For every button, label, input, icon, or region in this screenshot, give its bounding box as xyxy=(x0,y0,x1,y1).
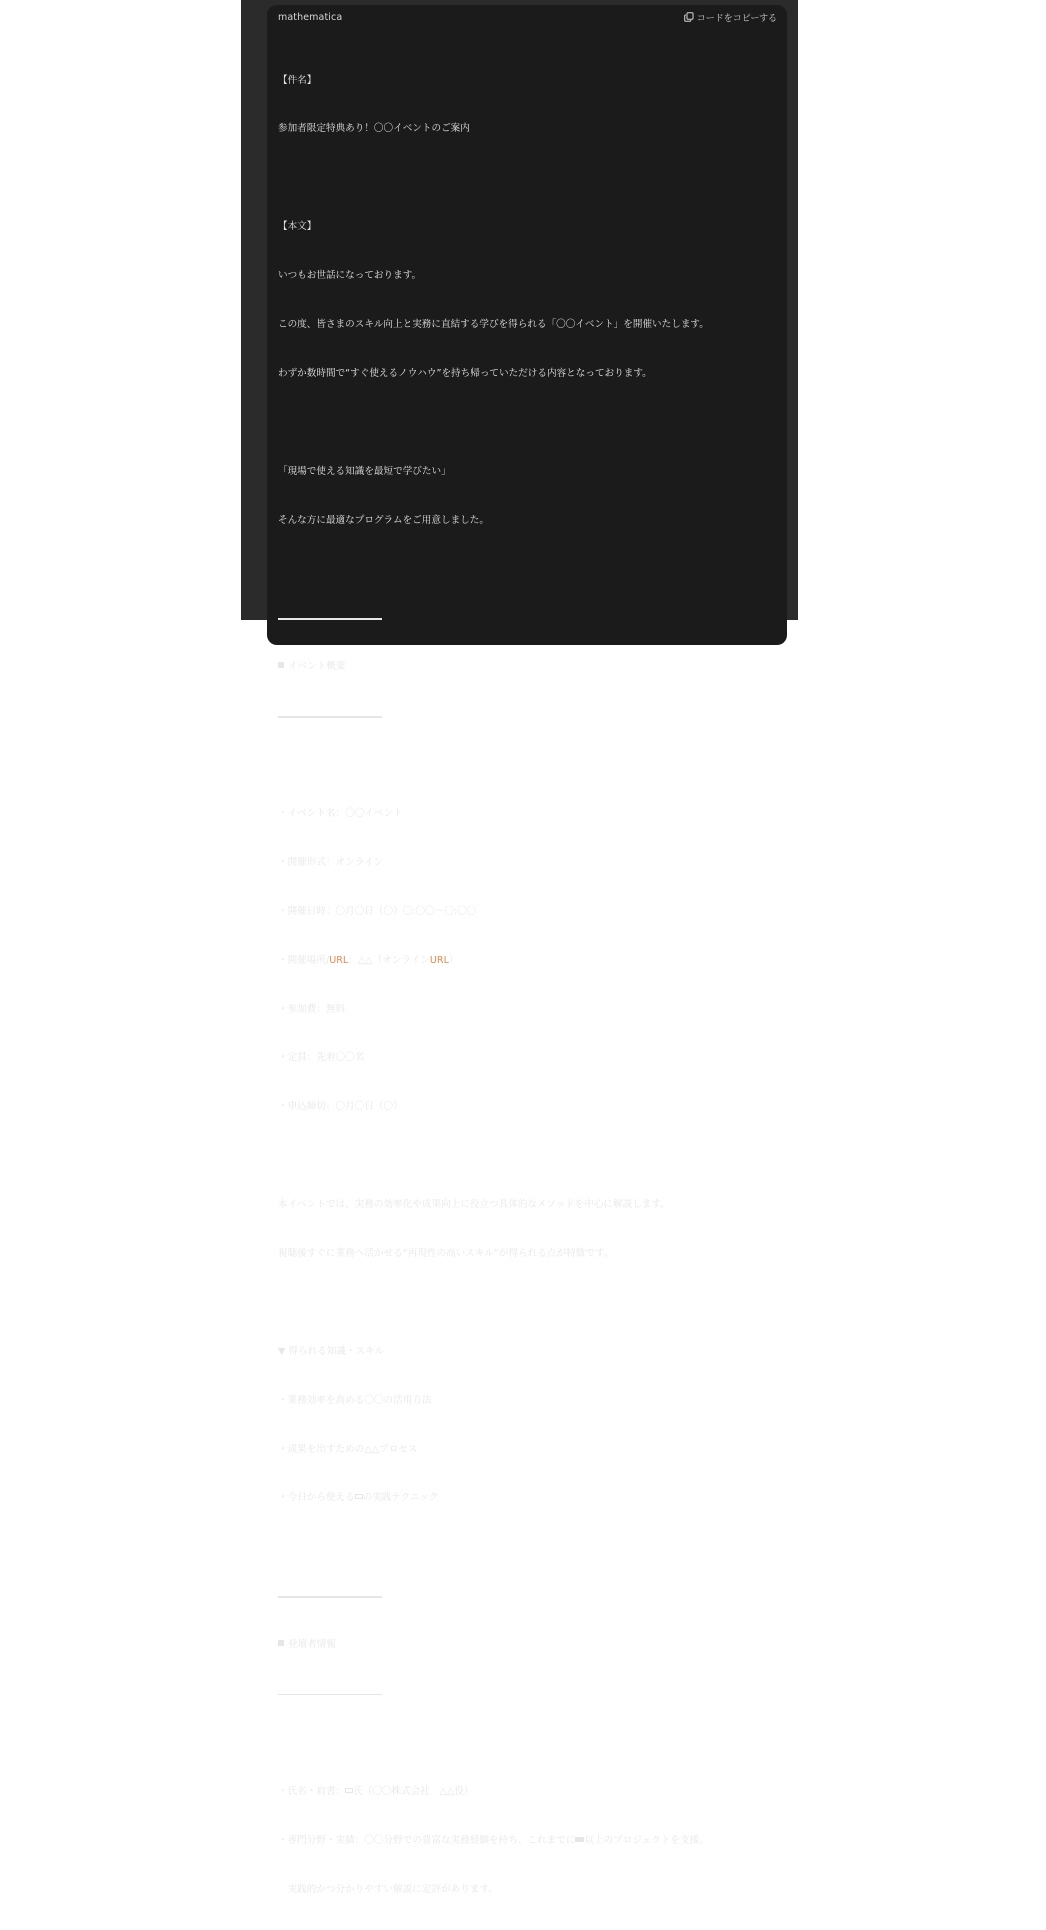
code-block xyxy=(267,5,787,1895)
intro-line-1: この度、皆さまのスキル向上と実務に直結する学びを得られる「〇〇イベント」を開催いたします。 xyxy=(278,319,709,331)
square-bullet-icon xyxy=(278,1640,284,1646)
overview-fee: ・参加費：無料 xyxy=(278,1003,346,1015)
subject-heading: 【件名】 xyxy=(278,74,317,86)
quote-line: 「現場で使える知識を最短で学びたい」 xyxy=(278,465,451,477)
copy-icon xyxy=(684,12,694,22)
placeholder-glyph xyxy=(355,1494,363,1499)
code-content xyxy=(267,29,787,1930)
intro-line-2: わずか数時間で“すぐ使えるノウハウ”を持ち帰っていただける内容となっております。 xyxy=(278,367,652,379)
divider xyxy=(278,1686,776,1702)
description-line-1: 本イベントでは、実務の効率化や成果向上に役立つ具体的なメソッドを中心に解説します。 xyxy=(278,1199,670,1211)
square-bullet-icon xyxy=(278,662,284,668)
divider xyxy=(278,1588,776,1604)
subject-line: 参加者限定特典あり！〇〇イベントのご案内 xyxy=(278,123,470,135)
language-label: mathematica xyxy=(278,11,343,23)
skill-item-2: ・成果を出すための△△プロセス xyxy=(278,1443,418,1455)
speaker-career: ・専門分野・実績：〇〇分野での豊富な実務経験を持ち、これまでに 以上のプロジェクトを支援。 xyxy=(278,1834,709,1846)
copy-code-label: コードをコピーする xyxy=(696,13,777,24)
overview-venue: ・開催場所/URL：△△（オンラインURL） xyxy=(278,954,459,966)
skill-item-1: ・業務効率を高める〇〇の活用方法 xyxy=(278,1394,432,1406)
speaker-note: 実践的かつ分かりやすい解説に定評があります。 xyxy=(278,1883,498,1895)
chat-panel xyxy=(241,0,798,1895)
overview-capacity: ・定員：先着〇〇名 xyxy=(278,1052,365,1064)
copy-code-button[interactable] xyxy=(684,11,777,24)
speaker-name: ・氏名・肩書： 氏（〇〇株式会社 △△役） xyxy=(278,1785,474,1797)
quote-follow-line: そんな方に最適なプログラムをご用意しました。 xyxy=(278,514,489,526)
url-placeholder: URL xyxy=(429,954,449,966)
overview-datetime: ・開催日時：〇月〇日（〇）〇:〇〇〜〇:〇〇 xyxy=(278,905,477,917)
overview-deadline: ・申込締切：〇月〇日（〇） xyxy=(278,1101,403,1113)
speaker-heading: 登壇者情報 xyxy=(278,1637,776,1653)
description-line-2: 視聴後すぐに業務へ活かせる“再現性の高いスキル”が得られる点が特徴です。 xyxy=(278,1247,614,1259)
skills-heading: ▼ 得られる知識・スキル xyxy=(278,1345,385,1357)
overview-format: ・開催形式：オンライン xyxy=(278,856,384,868)
body-heading: 【本文】 xyxy=(278,221,317,233)
code-block-header xyxy=(267,5,787,29)
placeholder-glyph xyxy=(345,1788,353,1793)
overview-name: ・イベント名：〇〇イベント xyxy=(278,807,403,819)
skill-item-3: ・今日から使える の実践テクニック xyxy=(278,1492,439,1504)
divider xyxy=(278,610,776,626)
overview-heading: イベント概要 xyxy=(278,659,776,675)
url-placeholder: URL xyxy=(329,954,349,966)
greeting-line: いつもお世話になっております。 xyxy=(278,270,422,282)
divider xyxy=(278,708,776,724)
